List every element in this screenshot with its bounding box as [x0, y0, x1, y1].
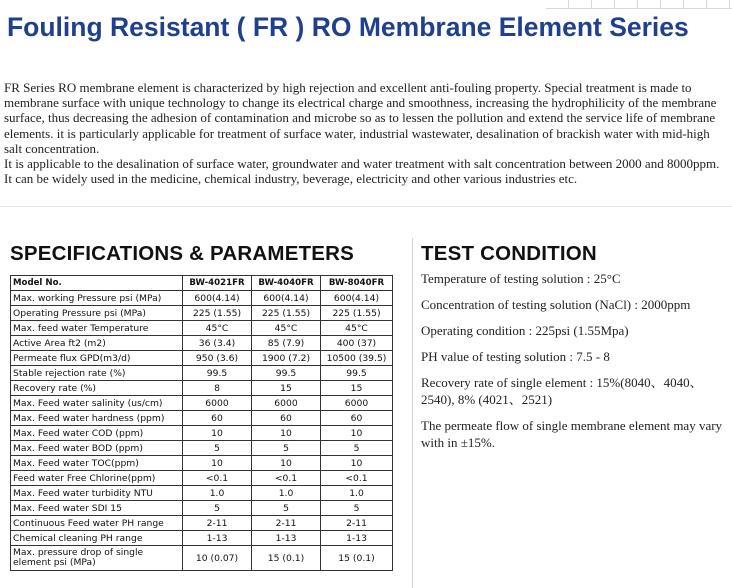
table-row: [11, 306, 393, 321]
value-cell: 1-13: [321, 531, 393, 546]
test-condition-item: PH value of testing solution : 7.5 - 8: [421, 349, 610, 364]
parameter-cell: Recovery rate (%): [11, 381, 183, 396]
value-cell: 15 (0.1): [252, 546, 321, 571]
value-cell: 10: [252, 456, 321, 471]
value-cell: 10: [321, 456, 393, 471]
parameter-cell: Max. Feed water turbidity NTU: [11, 486, 183, 501]
parameter-cell: Max. Feed water TOC(ppm): [11, 456, 183, 471]
value-cell: 5: [252, 441, 321, 456]
intro-paragraph-1: FR Series RO membrane element is characterized by high rejection and excellent anti-fouling property. Special treatment is made to membrane surface with unique technology to change its electrical charge and smoothness, increasing the hydrophilicity of the membrane surface, thus decreasing the adhesion of contamination and microbe so as to lessen the pollution and extend the service life of membrane elements. it is particularly applicable for treatment of surface water, industrial wastewater, desalination of brackish water with mid-high salt concentration.: [4, 80, 717, 156]
table-row: [11, 486, 393, 501]
table-row: [11, 366, 393, 381]
table-row: [11, 336, 393, 351]
table-row: [11, 531, 393, 546]
value-cell: 1.0: [252, 486, 321, 501]
value-cell: 5: [183, 441, 252, 456]
table-row: [11, 396, 393, 411]
value-cell: 6000: [183, 396, 252, 411]
table-row: [11, 546, 393, 571]
parameter-cell: Continuous Feed water PH range: [11, 516, 183, 531]
value-cell: 225 (1.55): [252, 306, 321, 321]
test-condition-item: The permeate flow of single membrane element may vary with in ±15%.: [421, 418, 723, 450]
table-row: [11, 381, 393, 396]
parameter-cell: Feed water Free Chlorine(ppm): [11, 471, 183, 486]
parameter-cell: Max. feed water Temperature: [11, 321, 183, 336]
table-row: [11, 441, 393, 456]
value-cell: 10: [183, 426, 252, 441]
page-title: Fouling Resistant ( FR ) RO Membrane Element Series: [7, 12, 689, 42]
value-cell: 1900 (7.2): [252, 351, 321, 366]
parameter-cell: Operating Pressure psi (MPa): [11, 306, 183, 321]
test-condition-item: Recovery rate of single element : 15%(8040、4040、2540), 8% (4021、2521): [421, 375, 703, 407]
value-cell: 400 (37): [321, 336, 393, 351]
table-row: [11, 471, 393, 486]
spec-table-header-row: [11, 276, 393, 291]
value-cell: 1-13: [252, 531, 321, 546]
spec-table: [10, 275, 393, 571]
top-grid-decoration: [546, 0, 732, 9]
value-cell: 6000: [321, 396, 393, 411]
test-condition-item: Operating condition : 225psi (1.55Mpa): [421, 323, 629, 338]
value-cell: 15: [252, 381, 321, 396]
column-header: BW-4021FR: [183, 276, 252, 291]
value-cell: 2-11: [183, 516, 252, 531]
value-cell: 60: [321, 411, 393, 426]
value-cell: 45°C: [321, 321, 393, 336]
value-cell: 225 (1.55): [321, 306, 393, 321]
value-cell: 1.0: [183, 486, 252, 501]
value-cell: 60: [252, 411, 321, 426]
parameter-cell: Max. working Pressure psi (MPa): [11, 291, 183, 306]
column-header: Model No.: [11, 276, 183, 291]
value-cell: 8: [183, 381, 252, 396]
table-row: [11, 516, 393, 531]
test-condition-list: [421, 270, 726, 460]
column-header: BW-4040FR: [252, 276, 321, 291]
value-cell: 600(4.14): [321, 291, 393, 306]
value-cell: 10: [252, 426, 321, 441]
value-cell: 600(4.14): [183, 291, 252, 306]
value-cell: 60: [183, 411, 252, 426]
spec-heading: SPECIFICATIONS & PARAMETERS: [10, 242, 355, 265]
parameter-cell: Chemical cleaning PH range: [11, 531, 183, 546]
parameter-cell: Max. pressure drop of single element psi (MPa): [11, 546, 183, 571]
value-cell: 225 (1.55): [183, 306, 252, 321]
value-cell: 15 (0.1): [321, 546, 393, 571]
value-cell: <0.1: [252, 471, 321, 486]
value-cell: <0.1: [321, 471, 393, 486]
section-divider: [0, 206, 732, 207]
test-condition-item: Concentration of testing solution (NaCl) : 2000ppm: [421, 297, 691, 312]
parameter-cell: Max. Feed water BOD (ppm): [11, 441, 183, 456]
value-cell: 5: [321, 501, 393, 516]
parameter-cell: Permeate flux GPD(m3/d): [11, 351, 183, 366]
table-row: [11, 411, 393, 426]
value-cell: 2-11: [252, 516, 321, 531]
value-cell: 45°C: [183, 321, 252, 336]
parameter-cell: Max. Feed water SDI 15: [11, 501, 183, 516]
parameter-cell: Max. Feed water hardness (ppm): [11, 411, 183, 426]
table-row: [11, 501, 393, 516]
table-row: [11, 456, 393, 471]
value-cell: 2-11: [321, 516, 393, 531]
table-row: [11, 321, 393, 336]
value-cell: 99.5: [183, 366, 252, 381]
value-cell: 10: [321, 426, 393, 441]
value-cell: 10500 (39.5): [321, 351, 393, 366]
test-condition-item: Temperature of testing solution : 25°C: [421, 271, 621, 286]
intro-paragraph-2: It is applicable to the desalination of surface water, groundwater and water treatment with salt concentration between 2000 and 8000ppm. It can be widely used in the medicine, chemical industry, beverage, electricity and other various industries etc.: [4, 156, 720, 187]
value-cell: 1-13: [183, 531, 252, 546]
value-cell: 5: [183, 501, 252, 516]
value-cell: 36 (3.4): [183, 336, 252, 351]
intro-text: [4, 80, 728, 186]
value-cell: <0.1: [183, 471, 252, 486]
value-cell: 6000: [252, 396, 321, 411]
value-cell: 10 (0.07): [183, 546, 252, 571]
table-row: [11, 426, 393, 441]
value-cell: 99.5: [252, 366, 321, 381]
value-cell: 950 (3.6): [183, 351, 252, 366]
parameter-cell: Max. Feed water COD (ppm): [11, 426, 183, 441]
test-condition-heading: TEST CONDITION: [421, 242, 597, 265]
table-row: [11, 351, 393, 366]
value-cell: 15: [321, 381, 393, 396]
value-cell: 45°C: [252, 321, 321, 336]
value-cell: 5: [252, 501, 321, 516]
table-row: [11, 291, 393, 306]
parameter-cell: Active Area ft2 (m2): [11, 336, 183, 351]
column-header: BW-8040FR: [321, 276, 393, 291]
value-cell: 600(4.14): [252, 291, 321, 306]
parameter-cell: Stable rejection rate (%): [11, 366, 183, 381]
column-divider: [412, 238, 413, 588]
parameter-cell: Max. Feed water salinity (us/cm): [11, 396, 183, 411]
value-cell: 5: [321, 441, 393, 456]
value-cell: 85 (7.9): [252, 336, 321, 351]
value-cell: 99.5: [321, 366, 393, 381]
value-cell: 1.0: [321, 486, 393, 501]
value-cell: 10: [183, 456, 252, 471]
